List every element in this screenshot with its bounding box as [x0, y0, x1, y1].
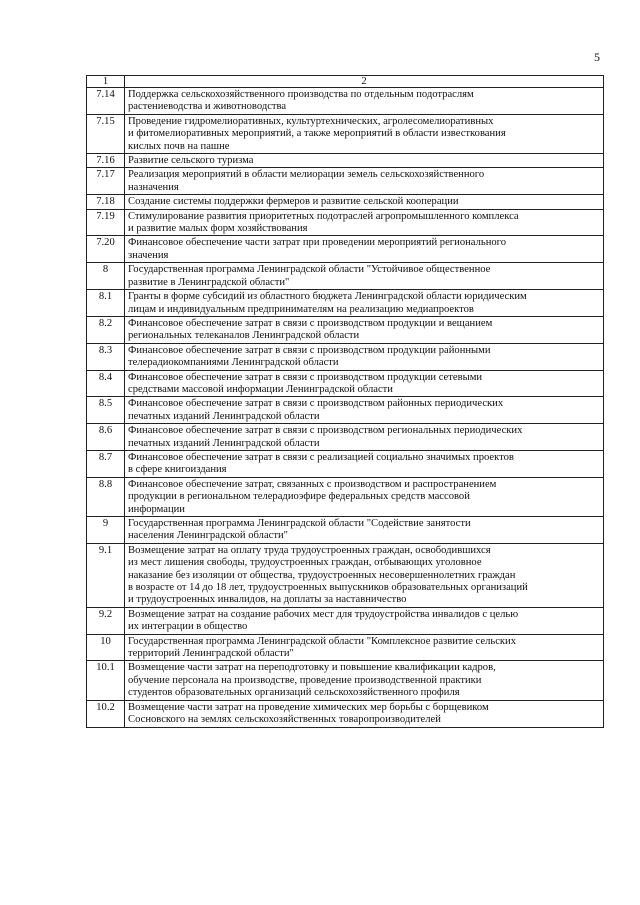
table-row	[87, 290, 604, 317]
description-line: средствами массовой информации Ленинградской области	[128, 383, 393, 395]
table-row	[87, 209, 604, 236]
table-row	[87, 195, 604, 209]
description-line: Поддержка сельскохозяйственного производства по отдельным подотраслям	[128, 89, 474, 100]
description-line: Государственная программа Ленинградской области "Содействие занятости	[128, 518, 471, 529]
row-number-cell: 7.19	[87, 209, 125, 236]
row-number-cell: 9	[87, 517, 125, 544]
row-description-cell	[125, 700, 604, 727]
row-number-cell: 7.20	[87, 236, 125, 263]
description-line: Финансовое обеспечение затрат в связи с производством продукции районными	[128, 344, 491, 356]
row-description-cell	[125, 316, 604, 343]
description-line: Возмещение части затрат на проведение химических мер борьбы с борщевиком	[128, 701, 489, 713]
description-line: обучение персонала на производстве, проведение производственной практики	[128, 674, 482, 686]
description-line: и трудоустроенных инвалидов, на доплаты за наставничество	[128, 594, 407, 606]
table-row	[87, 370, 604, 397]
table-body	[87, 76, 604, 728]
row-description-cell	[125, 195, 604, 209]
row-description-cell	[125, 397, 604, 424]
measures-table	[86, 75, 604, 728]
table-row	[87, 236, 604, 263]
header-cell-number: 1	[87, 76, 125, 88]
description-line: Сосновского на землях сельскохозяйственных товаропроизводителей	[128, 714, 441, 726]
table-row	[87, 477, 604, 516]
description-line: Финансовое обеспечение затрат в связи с производством районных периодических	[128, 398, 504, 410]
description-line: и развитие малых форм хозяйствования	[128, 223, 308, 235]
description-line: и фитомелиоративных мероприятий, а также мероприятий в области известкования	[128, 128, 506, 140]
table-row	[87, 168, 604, 195]
row-description-cell	[125, 517, 604, 544]
row-number-cell: 9.2	[87, 607, 125, 634]
description-line: назначения	[128, 181, 179, 193]
description-line: Финансовое обеспечение затрат в связи с производством региональных периодических	[128, 425, 523, 437]
description-line: в сфере книгоиздания	[128, 464, 227, 476]
table-row	[87, 700, 604, 727]
table-row	[87, 316, 604, 343]
description-line: развитие в Ленинградской области"	[128, 276, 290, 288]
description-line: Гранты в форме субсидий из областного бюджета Ленинградской области юридическим	[128, 291, 527, 303]
description-line: растениеводства и животноводства	[128, 101, 287, 113]
row-number-cell: 10.2	[87, 700, 125, 727]
description-line: Возмещение части затрат на переподготовку и повышение квалификации кадров,	[128, 662, 496, 674]
table-row	[87, 114, 604, 153]
row-number-cell: 8.6	[87, 424, 125, 451]
description-line: печатных изданий Ленинградской области	[128, 437, 320, 449]
description-line: кислых почв на пашне	[128, 140, 230, 152]
row-number-cell: 8.5	[87, 397, 125, 424]
description-line: Реализация мероприятий в области мелиорации земель сельскохозяйственного	[128, 169, 485, 181]
description-line: значения	[128, 249, 169, 261]
row-number-cell: 8.1	[87, 290, 125, 317]
row-description-cell	[125, 661, 604, 700]
row-number-cell: 8.8	[87, 477, 125, 516]
table-row	[87, 424, 604, 451]
description-line: телерадиокомпаниями Ленинградской области	[128, 357, 339, 369]
description-line: Развитие сельского туризма	[128, 155, 254, 167]
description-line: Стимулирование развития приоритетных подотраслей агропромышленного комплекса	[128, 210, 519, 222]
table-row	[87, 397, 604, 424]
row-description-cell	[125, 209, 604, 236]
table-row	[87, 607, 604, 634]
description-line: Проведение гидромелиоративных, культуртехнических, агролесомелиоративных	[128, 115, 494, 127]
description-line: в возрасте от 14 до 18 лет, трудоустроенных выпускников образовательных организаций	[128, 582, 528, 594]
row-description-cell	[125, 370, 604, 397]
description-line: печатных изданий Ленинградской области	[128, 410, 320, 422]
row-number-cell: 10	[87, 634, 125, 661]
row-number-cell: 7.14	[87, 88, 125, 115]
description-line: Государственная программа Ленинградской области "Устойчивое общественное	[128, 264, 491, 276]
row-number-cell: 7.16	[87, 154, 125, 168]
header-cell-description: 2	[125, 76, 604, 88]
table-row	[87, 543, 604, 607]
table-row	[87, 343, 604, 370]
row-description-cell	[125, 154, 604, 168]
description-line: Возмещение затрат на создание рабочих мест для трудоустройства инвалидов с целью	[128, 608, 519, 620]
page-number: 5	[594, 50, 600, 64]
description-line: Финансовое обеспечение затрат в связи с производством продукции сетевыми	[128, 371, 483, 383]
row-number-cell: 8	[87, 263, 125, 290]
row-description-cell	[125, 290, 604, 317]
row-description-cell	[125, 450, 604, 477]
description-line: Финансовое обеспечение затрат в связи с реализацией социально значимых проектов	[128, 451, 514, 463]
description-line: территорий Ленинградской области"	[128, 648, 294, 660]
row-number-cell: 7.17	[87, 168, 125, 195]
row-description-cell	[125, 424, 604, 451]
row-number-cell: 8.2	[87, 316, 125, 343]
description-line: студентов образовательных организаций сельскохозяйственного профиля	[128, 687, 460, 699]
row-number-cell: 7.15	[87, 114, 125, 153]
description-line: из мест лишения свободы, трудоустроенных граждан, отбывающих уголовное	[128, 557, 482, 569]
table-header-row	[87, 76, 604, 88]
row-number-cell: 7.18	[87, 195, 125, 209]
row-description-cell	[125, 477, 604, 516]
description-line: Финансовое обеспечение части затрат при проведении мероприятий регионального	[128, 237, 507, 249]
table-row	[87, 634, 604, 661]
description-line: региональных телеканалов Ленинградской области	[128, 330, 360, 342]
table-row	[87, 88, 604, 115]
description-line: наказание без изоляции от общества, трудоустроенных несовершеннолетних граждан	[128, 569, 516, 581]
description-line: их интеграции в общество	[128, 621, 248, 633]
row-description-cell	[125, 88, 604, 115]
row-description-cell	[125, 168, 604, 195]
row-number-cell: 10.1	[87, 661, 125, 700]
row-number-cell: 9.1	[87, 543, 125, 607]
row-description-cell	[125, 236, 604, 263]
row-number-cell: 8.7	[87, 450, 125, 477]
row-description-cell	[125, 607, 604, 634]
description-line: Финансовое обеспечение затрат, связанных с производством и распространением	[128, 478, 497, 490]
description-line: Создание системы поддержки фермеров и развитие сельской кооперации	[128, 196, 459, 208]
description-line: продукции в региональном телерадиоэфире федеральных средств массовой	[128, 491, 470, 503]
description-line: населения Ленинградской области"	[128, 530, 288, 542]
table-row	[87, 517, 604, 544]
row-description-cell	[125, 634, 604, 661]
table-row	[87, 154, 604, 168]
table-row	[87, 263, 604, 290]
description-line: Возмещение затрат на оплату труда трудоустроенных граждан, освободившихся	[128, 544, 491, 556]
table-row	[87, 450, 604, 477]
description-line: Государственная программа Ленинградской области "Комплексное развитие сельских	[128, 635, 517, 647]
description-line: лицам и индивидуальным предпринимателям на реализацию медиапроектов	[128, 303, 474, 315]
description-line: информации	[128, 503, 185, 515]
row-number-cell: 8.4	[87, 370, 125, 397]
row-description-cell	[125, 114, 604, 153]
description-line: Финансовое обеспечение затрат в связи с производством продукции и вещанием	[128, 317, 493, 329]
row-number-cell: 8.3	[87, 343, 125, 370]
row-description-cell	[125, 543, 604, 607]
table-row	[87, 661, 604, 700]
row-description-cell	[125, 343, 604, 370]
row-description-cell	[125, 263, 604, 290]
